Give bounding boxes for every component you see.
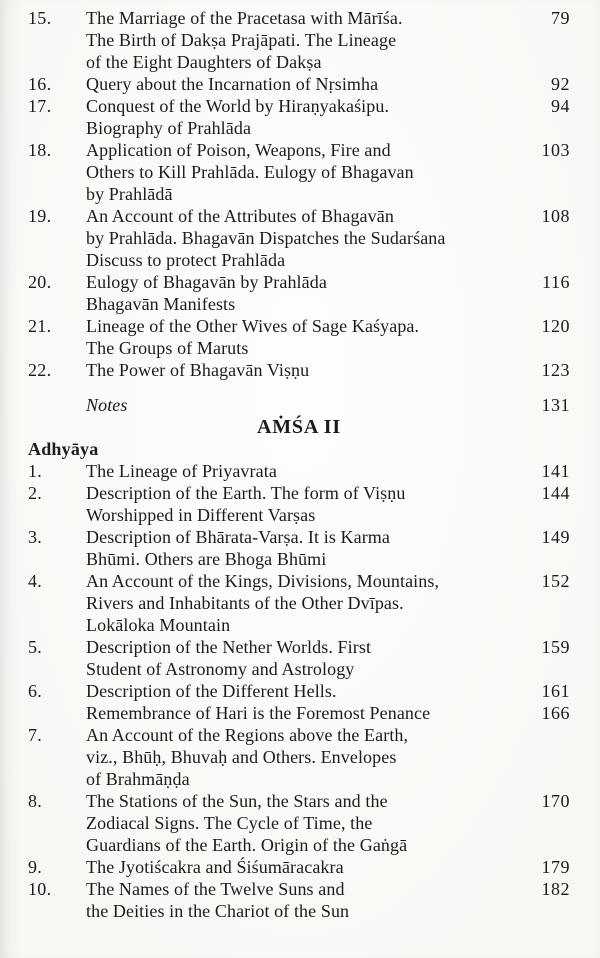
- toc-entry-row: [28, 51, 570, 73]
- table-of-contents: [28, 7, 570, 922]
- entry-number: 10.: [28, 879, 52, 899]
- toc-entry-row: [28, 504, 570, 526]
- entry-title-line: The Lineage of Priyavrata: [86, 461, 277, 481]
- toc-entry-row: [28, 790, 570, 812]
- toc-entry-row: [28, 570, 570, 592]
- entry-page-number: 179: [541, 857, 570, 877]
- toc-entry-row: [28, 526, 570, 548]
- entry-title-line: Student of Astronomy and Astrology: [86, 659, 355, 679]
- toc-entry-row: [28, 29, 570, 51]
- entry-title-line: The Birth of Dakṣa Prajāpati. The Lineage: [86, 30, 397, 50]
- entry-title-line: Guardians of the Earth. Origin of the Gaṅgā: [86, 835, 408, 855]
- entry-title-line: The Marriage of the Pracetasa with Mārīśa.: [86, 8, 403, 28]
- entry-number: 8.: [28, 791, 43, 811]
- entry-number: 17.: [28, 96, 52, 116]
- entry-number: 22.: [28, 360, 52, 380]
- entry-title-line: the Deities in the Chariot of the Sun: [86, 901, 350, 921]
- entry-page-number: 149: [541, 527, 570, 547]
- entry-title-line: Application of Poison, Weapons, Fire and: [86, 140, 391, 160]
- toc-entry-row: [28, 95, 570, 117]
- toc-entry-row: [28, 548, 570, 570]
- toc-entry-row: [28, 658, 570, 680]
- entry-number: 18.: [28, 140, 52, 160]
- entry-page-number: 141: [541, 461, 570, 481]
- entry-title-line: The Names of the Twelve Suns and: [86, 879, 345, 899]
- entry-title-line: Lineage of the Other Wives of Sage Kaśyapa.: [86, 316, 420, 336]
- entry-title-line: An Account of the Attributes of Bhagavān: [86, 206, 394, 226]
- entry-title-line: An Account of the Kings, Divisions, Mountains,: [86, 571, 440, 591]
- entry-title-line: The Jyotiścakra and Śiśumāracakra: [86, 857, 344, 877]
- entry-title-line: of Brahmāṇḍa: [86, 769, 190, 789]
- toc-entry-row: [28, 680, 570, 702]
- adhyaya-label: Adhyāya: [28, 439, 99, 459]
- notes-page-number: 131: [541, 395, 570, 415]
- entry-title-line: Eulogy of Bhagavān by Prahlāda: [86, 272, 327, 292]
- entry-number: 19.: [28, 206, 52, 226]
- entry-number: 16.: [28, 74, 52, 94]
- entry-page-number: 182: [541, 879, 570, 899]
- entry-title-line: Zodiacal Signs. The Cycle of Time, the: [86, 813, 373, 833]
- entry-number: 7.: [28, 725, 43, 745]
- notes-label: Notes: [86, 395, 128, 415]
- entry-page-number: 79: [551, 8, 570, 28]
- toc-entry-row: [28, 592, 570, 614]
- entry-title-line: by Prahlāda. Bhagavān Dispatches the Sudarśana: [86, 228, 446, 248]
- entry-title-line: Conquest of the World by Hiraṇyakaśipu.: [86, 96, 390, 116]
- toc-entry-row: [28, 271, 570, 293]
- toc-entry-row: [28, 812, 570, 834]
- entry-title-line: Lokāloka Mountain: [86, 615, 231, 635]
- entry-title-line: An Account of the Regions above the Earth,: [86, 725, 409, 745]
- entry-page-number: 123: [541, 360, 570, 380]
- toc-entry-row: [28, 117, 570, 139]
- entry-page-number: 103: [541, 140, 570, 160]
- toc-entry-row: [28, 878, 570, 900]
- toc-entry-row: [28, 293, 570, 315]
- entry-title-line: Description of the Earth. The form of Viṣṇu: [86, 483, 406, 503]
- toc-entry-row: [28, 183, 570, 205]
- toc-entry-row: [28, 482, 570, 504]
- toc-entry-row: [28, 227, 570, 249]
- entry-number: 5.: [28, 637, 43, 657]
- entry-title-line: The Stations of the Sun, the Stars and the: [86, 791, 388, 811]
- entry-number: 4.: [28, 571, 43, 591]
- entry-title-line: The Groups of Maruts: [86, 338, 249, 358]
- entry-page-number: 161: [541, 681, 570, 701]
- toc-entry-row: [28, 161, 570, 183]
- entry-title-line: viz., Bhūḥ, Bhuvaḥ and Others. Envelopes: [86, 747, 397, 767]
- entry-title-line: by Prahlādā: [86, 184, 173, 204]
- section-heading: AṀŚA II: [257, 416, 341, 438]
- entry-page-number: 144: [541, 483, 570, 503]
- toc-entry-row: [28, 359, 570, 381]
- toc-entry-row: [28, 724, 570, 746]
- toc-entry-row: [28, 73, 570, 95]
- entry-page-number: 170: [541, 791, 570, 811]
- entry-title-line: Query about the Incarnation of Nṛsimha: [86, 74, 379, 94]
- entry-page-number: 159: [541, 637, 570, 657]
- entry-title-line: Description of the Nether Worlds. First: [86, 637, 372, 657]
- entry-title-line: Worshipped in Different Varṣas: [86, 505, 316, 525]
- entry-page-number: 92: [551, 74, 570, 94]
- entry-number: 20.: [28, 272, 52, 292]
- toc-entry-row: [28, 834, 570, 856]
- entry-page-number: 166: [541, 703, 570, 723]
- entry-number: 3.: [28, 527, 43, 547]
- entry-title-line: Bhūmi. Others are Bhoga Bhūmi: [86, 549, 327, 569]
- entry-title-line: Others to Kill Prahlāda. Eulogy of Bhagavan: [86, 162, 414, 182]
- entry-number: 1.: [28, 461, 43, 481]
- entry-page-number: 94: [551, 96, 570, 116]
- entry-number: 6.: [28, 681, 43, 701]
- entry-number: 15.: [28, 8, 52, 28]
- toc-entry-row: [28, 614, 570, 636]
- toc-entry-row: [28, 856, 570, 878]
- entry-page-number: 152: [541, 571, 570, 591]
- entry-title-line: The Power of Bhagavān Viṣṇu: [86, 360, 310, 380]
- toc-entry-row: [28, 702, 570, 724]
- toc-entry-row: [28, 460, 570, 482]
- notes-row: [28, 394, 570, 416]
- entry-number: 9.: [28, 857, 43, 877]
- toc-entry-row: [28, 205, 570, 227]
- entry-title-line: Discuss to protect Prahlāda: [86, 250, 286, 270]
- entry-page-number: 116: [542, 272, 570, 292]
- entry-title-line: Rivers and Inhabitants of the Other Dvīpas.: [86, 593, 404, 613]
- toc-entry-row: [28, 636, 570, 658]
- toc-entry-row: [28, 315, 570, 337]
- entry-title-line: Bhagavān Manifests: [86, 294, 236, 314]
- toc-entry-row: [28, 7, 570, 29]
- toc-entry-row: [28, 337, 570, 359]
- toc-entry-row: [28, 139, 570, 161]
- toc-entry-row: [28, 900, 570, 922]
- entry-title-line: of the Eight Daughters of Dakṣa: [86, 52, 322, 72]
- entry-title-line: Description of Bhārata-Varṣa. It is Karma: [86, 527, 390, 547]
- entry-title-line: Description of the Different Hells.: [86, 681, 337, 701]
- toc-entry-row: [28, 249, 570, 271]
- entry-title-line: Remembrance of Hari is the Foremost Penance: [86, 703, 431, 723]
- entry-page-number: 120: [541, 316, 570, 336]
- entry-page-number: 108: [541, 206, 570, 226]
- entry-number: 2.: [28, 483, 43, 503]
- entry-title-line: Biography of Prahlāda: [86, 118, 252, 138]
- toc-entry-row: [28, 768, 570, 790]
- entry-number: 21.: [28, 316, 52, 336]
- toc-entry-row: [28, 746, 570, 768]
